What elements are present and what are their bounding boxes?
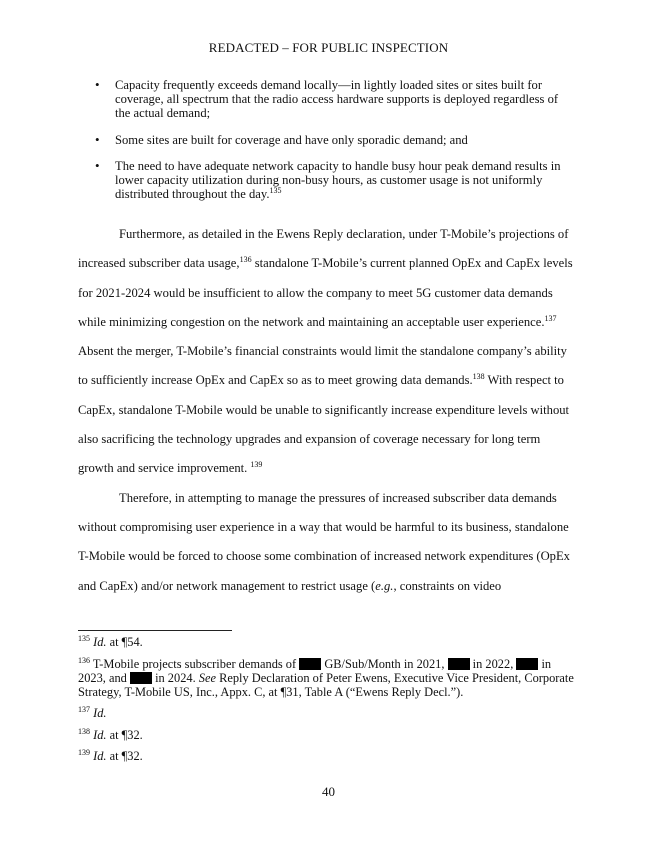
footnote-ref: 139 [250,460,263,470]
bullet-list [90,78,575,213]
redaction-box [448,658,470,670]
footnote: $^{136}$ T-Mobile projects subscriber demands of GB/Sub/Month in 2021, in 2022, in 2023, and in 2024. See Reply Declaration of Peter Ewens, Executive Vice President, Corporate Strategy, T-Mobile US, Inc., Appx. C, at ¶31, Table A (“Ewens Reply Decl.”). [78,655,574,699]
bullet-item: • Capacity frequently exceeds demand locally—in lightly loaded sites or sites built for coverage, all spectrum that the radio access hardware supports is deployed regardless of the actual demand; [90,78,575,121]
redaction-box [299,658,321,670]
footnote-ref: 137 [544,313,557,323]
paragraph: Furthermore, as detailed in the Ewens Reply declaration, under T-Mobile’s projections of increased subscriber data usage,$^{136}$ standalone T-Mobile’s current planned OpEx and CapEx levels for 2021-2024 would be insufficient to allow the company to meet 5G customer data demands while minimizing congestion on the network and maintaining an acceptable user experience.$^{137}$ Absent the merger, T-Mobile’s financial constraints would limit the standalone company’s ability to sufficiently increase OpEx and CapEx so as to meet growing data demands.$^{138}$ With respect to CapEx, standalone T-Mobile would be unable to significantly increase expenditure levels without also sacrificing the technology upgrades and expansion of coverage necessary for long term growth and service improvement. $^{139}$ [78,227,573,476]
footnote-ref: 135 [269,186,282,196]
footnote-ref: 136 [239,255,252,265]
footnote: $^{135}$ Id. at ¶54. [78,633,143,649]
footnote: $^{138}$ Id. at ¶32. [78,726,143,742]
redaction-box [130,672,152,684]
bullet-item: • Some sites are built for coverage and have only sporadic demand; and [90,133,575,147]
body-text [78,220,577,601]
footnote: $^{139}$ Id. at ¶32. [78,747,143,763]
paragraph: Therefore, in attempting to manage the pressures of increased subscriber data demands without compromising user experience in a way that would be harmful to its business, standalone T-Mobile would be forced to choose some combination of increased network expenditures (OpEx and CapEx) and/or network management to restrict usage (e.g., constraints on video [78,490,570,593]
redaction-header: REDACTED – FOR PUBLIC INSPECTION [208,40,449,55]
footnotes [78,635,578,771]
footnote-ref: 138 [472,372,485,382]
page-number: 40 [322,784,335,799]
bullet-item: • The need to have adequate network capacity to handle busy hour peak demand results in lower capacity utilization during non-busy hours, as customer usage is not uniformly distributed throughout the day.$^{135}$ [90,159,575,202]
footnote-divider [78,630,232,631]
redaction-box [516,658,538,670]
footnote: $^{137}$ Id. [78,704,107,720]
